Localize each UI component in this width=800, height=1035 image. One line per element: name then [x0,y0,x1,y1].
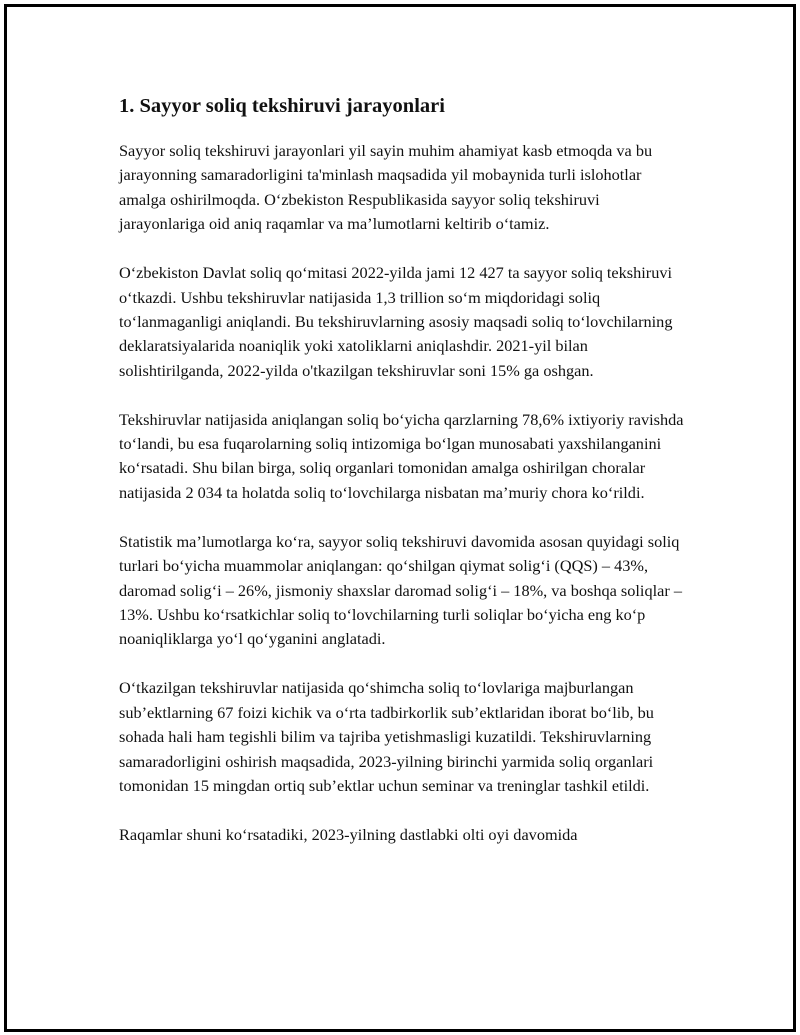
paragraph-small-business: O‘tkazilgan tekshiruvlar natijasida qo‘shimcha soliq to‘lovlariga majburlangan sub’ektlarning 67 foizi kichik va o‘rta tadbirkorlik sub’ektlaridan iborat bo‘lib, bu sohada hali ham tegishli bilim va tajriba yetishmasligi kuzatildi. Tekshiruvlarning samaradorligini oshirish maqsadida, 2023-yilning birinchi yarmida soliq organlari tomonidan 15 mingdan ortiq sub’ektlar uchun seminar va treninglar tashkil etildi. [119,678,654,795]
paragraph-voluntary-payments: Tekshiruvlar natijasida aniqlangan soliq bo‘yicha qarzlarning 78,6% ixtiyoriy ravishda to‘landi, bu esa fuqarolarning soliq intizomiga bo‘lgan munosabati yaxshilanganini ko‘rsatadi. Shu bilan birga, soliq organlari tomonidan amalga oshirilgan choralar natijasida 2 034 ta holatda soliq to‘lovchilarga nisbatan ma’muriy chora ko‘rildi. [119,409,684,502]
paragraph-2022-inspections: O‘zbekiston Davlat soliq qo‘mitasi 2022-yilda jami 12 427 ta sayyor soliq tekshiruvi o‘tkazdi. Ushbu tekshiruvlar natijasida 1,3 trillion so‘m miqdoridagi soliq to‘lanmaganligi aniqlandi. Bu tekshiruvlarning asosiy maqsadi soliq to‘lovchilarning deklaratsiyalarida noaniqlik yoki xatoliklarni aniqlashdir. 2021-yil bilan solishtirilganda, 2022-yilda o'tkazilgan tekshiruvlar soni 15% ga oshgan. [119,263,673,380]
paragraph-2023-figures: Raqamlar shuni ko‘rsatadiki, 2023-yilning dastlabki olti oyi davomida [119,824,578,844]
paragraph-introduction: Sayyor soliq tekshiruvi jarayonlari yil sayin muhim ahamiyat kasb etmoqda va bu jarayonning samaradorligini ta'minlash maqsadida yil mobaynida turli islohotlar amalga oshirilmoqda. O‘zbekiston Respublikasida sayyor soliq tekshiruvi jarayonlariga oid aniq raqamlar va ma’lumotlarni keltirib o‘tamiz. [119,141,653,234]
document-body [119,93,689,872]
section-heading: 1. Sayyor soliq tekshiruvi jarayonlari [119,95,445,117]
paragraph-tax-types-statistics: Statistik ma’lumotlarga ko‘ra, sayyor soliq tekshiruvi davomida asosan quyidagi soliq turlari bo‘yicha muammolar aniqlangan: qo‘shilgan qiymat solig‘i (QQS) – 43%, daromad solig‘i – 26%, jismoniy shaxslar daromad solig‘i – 18%, va boshqa soliqlar – 13%. Ushbu ko‘rsatkichlar soliq to‘lovchilarning turli soliqlar bo‘yicha eng ko‘p noaniqliklarga yo‘l qo‘yganini anglatadi. [119,531,682,649]
